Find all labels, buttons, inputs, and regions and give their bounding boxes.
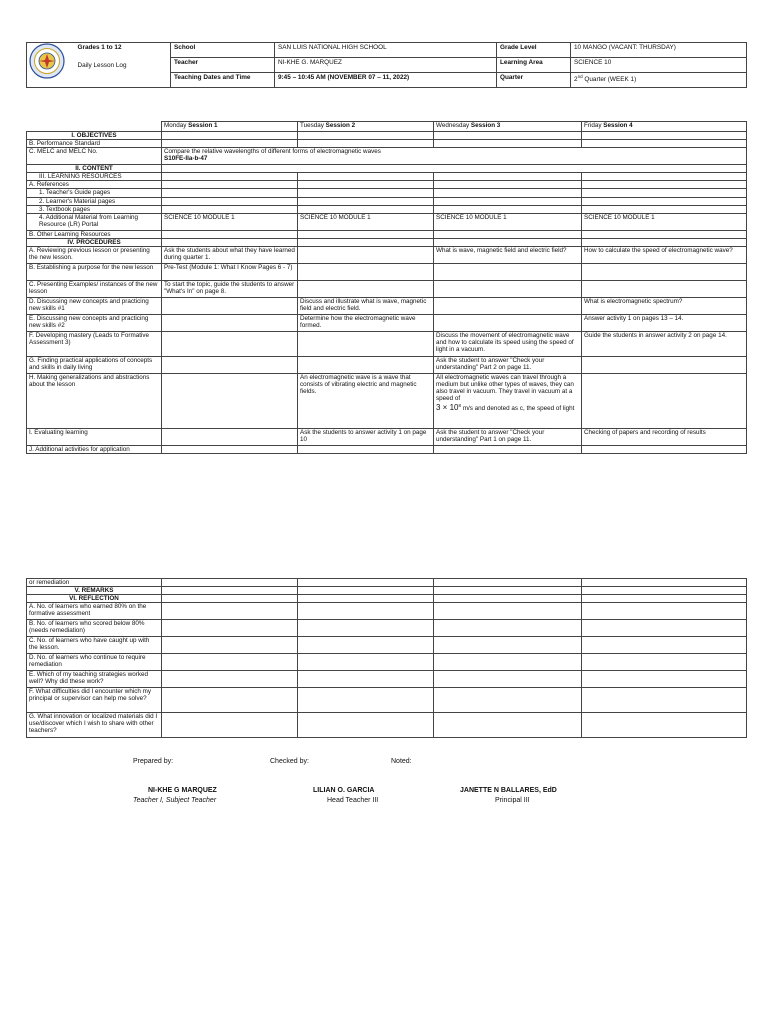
reflection-d: D. No. of learners who continue to require remediation <box>27 654 162 671</box>
textbook-pages-label: 3. Textbook pages <box>27 205 162 213</box>
module-wed: SCIENCE 10 MODULE 1 <box>434 213 582 230</box>
content-heading: II. CONTENT <box>27 165 162 173</box>
prepared-label: Prepared by: <box>133 758 174 765</box>
additional-material-label: 4. Additional Material from Learning Resource (LR) Portal <box>27 213 162 230</box>
proc-h-label: H. Making generalizations and abstractions about the lesson <box>27 373 162 428</box>
checked-label: Checked by: <box>270 758 309 765</box>
procedures-heading: IV. PROCEDURES <box>27 238 162 246</box>
day-header-monday: Monday Session 1 <box>162 122 298 132</box>
teacher-label: Teacher <box>171 58 275 73</box>
learning-area-value: SCIENCE 10 <box>571 58 747 73</box>
day-header-friday: Friday Session 4 <box>582 122 747 132</box>
proc-d-fri: What is electromagnetic spectrum? <box>582 297 747 314</box>
melc-value: Compare the relative wavelengths of different forms of electromagnetic waves S10FE-IIa-b-47 <box>162 148 747 165</box>
remarks-heading: V. REMARKS <box>27 587 162 595</box>
proc-e-tue: Determine how the electromagnetic wave formed. <box>298 314 434 331</box>
references-label: A. References <box>27 181 162 189</box>
dates-label: Teaching Dates and Time <box>171 73 275 88</box>
proc-h-wed: All electromagnetic waves can travel through a medium but unlike other types of waves, they can also travel in vacuum. They travel in vacuum at a speed of $3 \times 10^8$ m/s and denoted as c, the speed of light <box>434 373 582 428</box>
noted-name: JANETTE N BALLARES, EdD <box>460 787 557 794</box>
proc-b-mon: Pre-Test (Module 1: What I Know Pages 6 - 7) <box>162 263 298 280</box>
quarter-label: Quarter <box>497 73 571 88</box>
prepared-name: NI-KHE G MARQUEZ <box>148 787 217 794</box>
dates-value: 9:45 – 10:45 AM (NOVEMBER 07 – 11, 2022) <box>275 73 497 88</box>
grade-level-value: 10 MANGO (VACANT: THURSDAY) <box>571 43 747 58</box>
grades-label: Grades 1 to 12 <box>75 43 171 58</box>
proc-b-label: B. Establishing a purpose for the new lesson <box>27 263 162 280</box>
module-mon: SCIENCE 10 MODULE 1 <box>162 213 298 230</box>
checked-name: LILIAN O. GARCIA <box>313 787 375 794</box>
quarter-value: 2nd Quarter (WEEK 1) <box>571 73 747 88</box>
proc-e-label: E. Discussing new concepts and practicing new skills #2 <box>27 314 162 331</box>
proc-j-label-cont: or remediation <box>27 579 162 587</box>
proc-i-tue: Ask the students to answer activity 1 on page 10 <box>298 428 434 445</box>
performance-standard-label: B. Performance Standard <box>27 140 162 148</box>
header-table <box>26 42 747 88</box>
school-label: School <box>171 43 275 58</box>
checked-title: Head Teacher III <box>327 797 379 804</box>
proc-i-fri: Checking of papers and recording of results <box>582 428 747 445</box>
other-resources-label: B. Other Learning Resources <box>27 230 162 238</box>
lm-pages-label: 2. Learner's Material pages <box>27 197 162 205</box>
module-fri: SCIENCE 10 MODULE 1 <box>582 213 747 230</box>
day-header-tuesday: Tuesday Session 2 <box>298 122 434 132</box>
reflection-f: F. What difficulties did I encounter which my principal or supervisor can help me solve? <box>27 688 162 713</box>
reflection-b: B. No. of learners who scored below 80% (needs remediation) <box>27 620 162 637</box>
proc-d-tue: Discuss and illustrate what is wave, magnetic field and electric field. <box>298 297 434 314</box>
proc-a-fri: How to calculate the speed of electromagnetic wave? <box>582 246 747 263</box>
teacher-value: NI-KHE G. MARQUEZ <box>275 58 497 73</box>
proc-a-wed: What is wave, magnetic field and electric field? <box>434 246 582 263</box>
proc-a-mon: Ask the students about what they have learned during quarter 1. <box>162 246 298 263</box>
log-title: Daily Lesson Log <box>75 58 171 73</box>
grade-level-label: Grade Level <box>497 43 571 58</box>
day-header-wednesday: Wednesday Session 3 <box>434 122 582 132</box>
reflection-c: C. No. of learners who have caught up with the lesson. <box>27 637 162 654</box>
reflection-heading: VI. REFLECTION <box>27 595 162 603</box>
proc-f-fri: Guide the students in answer activity 2 on page 14. <box>582 331 747 356</box>
proc-g-label: G. Finding practical applications of concepts and skills in daily living <box>27 356 162 373</box>
proc-i-wed: Ask the student to answer "Check your understanding" Part 1 on page 11. <box>434 428 582 445</box>
noted-title: Principal III <box>495 797 530 804</box>
module-tue: SCIENCE 10 MODULE 1 <box>298 213 434 230</box>
reflection-g: G. What innovation or localized materials did I use/discover which I wish to share with other teachers? <box>27 713 162 738</box>
proc-c-label: C. Presenting Examples/ instances of the new lesson <box>27 280 162 297</box>
school-value: SAN LUIS NATIONAL HIGH SCHOOL <box>275 43 497 58</box>
lesson-log-table <box>26 121 747 454</box>
learning-resources-heading: III. LEARNING RESOURCES <box>27 173 162 181</box>
melc-label: C. MELC and MELC No. <box>27 148 162 165</box>
objectives-heading: I. OBJECTIVES <box>27 132 162 140</box>
reflection-table <box>26 578 747 738</box>
proc-d-label: D. Discussing new concepts and practicing new skills #1 <box>27 297 162 314</box>
proc-i-label: I. Evaluating learning <box>27 428 162 445</box>
proc-a-label: A. Reviewing previous lesson or presenting the new lesson. <box>27 246 162 263</box>
tg-pages-label: 1. Teacher's Guide pages <box>27 189 162 197</box>
proc-e-fri: Answer activity 1 on pages 13 – 14. <box>582 314 747 331</box>
proc-f-label: F. Developing mastery (Leads to Formative Assessment 3) <box>27 331 162 356</box>
proc-h-tue: An electromagnetic wave is a wave that consists of vibrating electric and magnetic fields. <box>298 373 434 428</box>
proc-c-mon: To start the topic, guide the students to answer "What's In" on page 8. <box>162 280 298 297</box>
proc-g-wed: Ask the student to answer "Check your understanding" Part 2 on page 11. <box>434 356 582 373</box>
proc-f-wed: Discuss the movement of electromagnetic wave and how to calculate its speed using the speed of light in a vacuum. <box>434 331 582 356</box>
reflection-a: A. No. of learners who earned 80% on the formative assessment <box>27 603 162 620</box>
proc-j-label: J. Additional activities for application <box>27 445 162 453</box>
noted-label: Noted: <box>391 758 412 765</box>
reflection-e: E. Which of my teaching strategies worked well? Why did these work? <box>27 671 162 688</box>
prepared-title: Teacher I, Subject Teacher <box>133 797 217 804</box>
learning-area-label: Learning Area <box>497 58 571 73</box>
